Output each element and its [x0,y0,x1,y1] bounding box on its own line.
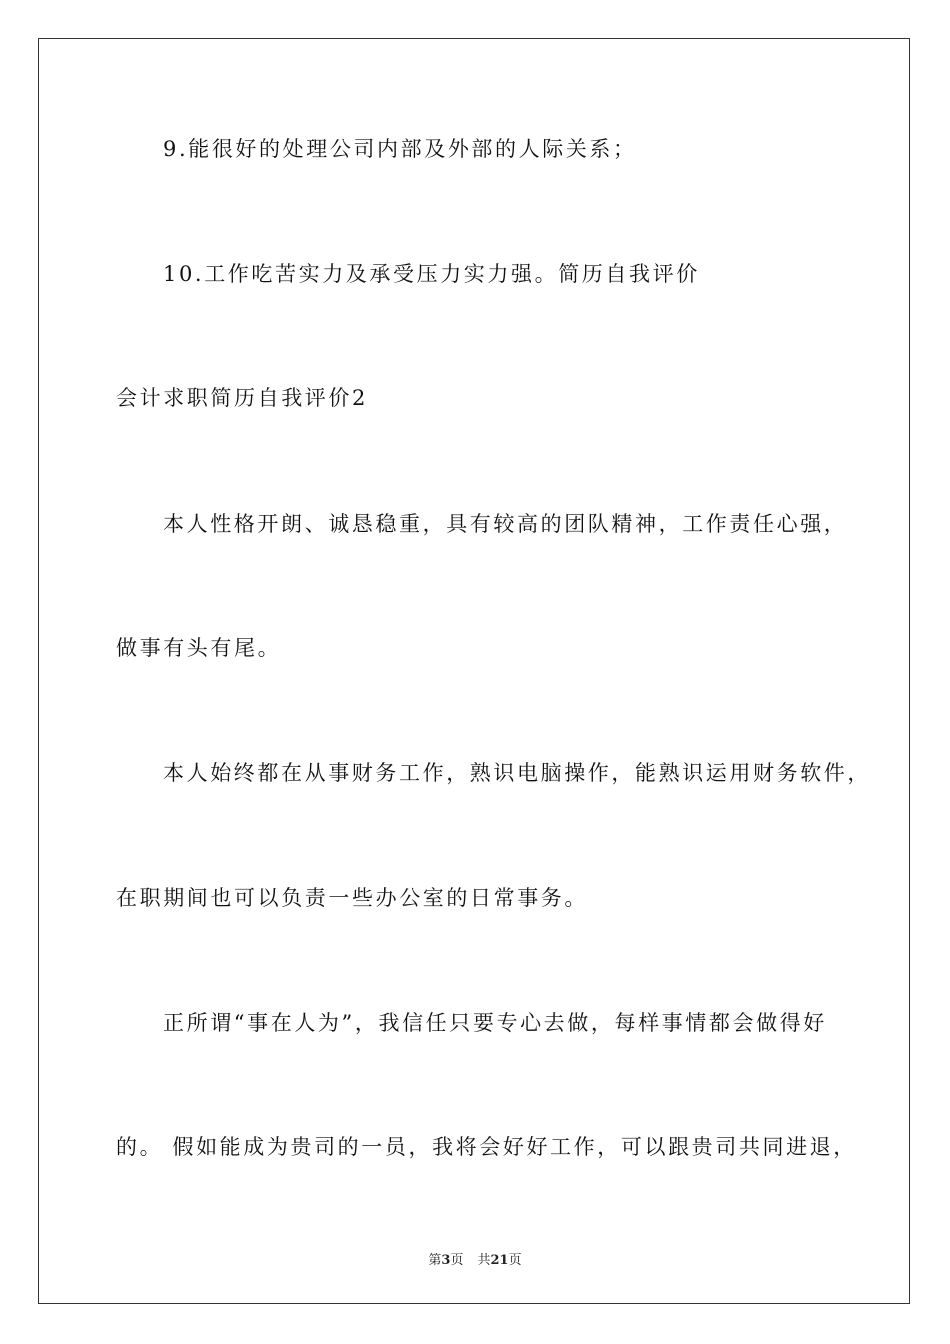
footer-page-prefix: 第 [428,1253,442,1268]
footer-page-suffix: 页 [450,1253,464,1268]
footer-total-pages: 21 [490,1253,509,1268]
paragraph-1-line-2: 做事有头有尾。 [116,636,282,660]
paragraph-3-line-2: 的。 假如能成为贵司的一员，我将会好好工作，可以跟贵司共同进退， [116,1135,857,1159]
footer-total-prefix: 共 [477,1253,491,1268]
list-item-9: 9.能很好的处理公司内部及外部的人际关系； [163,137,637,161]
footer-total-suffix: 页 [508,1253,522,1268]
footer-page-number: 3 [441,1253,451,1268]
paragraph-2-line-2: 在职期间也可以负责一些办公室的日常事务。 [116,886,588,910]
section-heading: 会计求职简历自我评价2 [116,386,368,410]
paragraph-3-line-1: 正所谓“事在人为”，我信任只要专心去做，每样事情都会做得好 [163,1011,827,1035]
paragraph-2-line-1: 本人始终都在从事财务工作，熟识电脑操作，能熟识运用财务软件， [163,761,871,785]
page-footer [0,1249,950,1268]
paragraph-1-line-1: 本人性格开朗、诚恳稳重，具有较高的团队精神，工作责任心强， [163,512,848,536]
list-item-10: 10.工作吃苦实力及承受压力实力强。简历自我评价 [163,262,700,286]
page-border [38,38,910,1304]
